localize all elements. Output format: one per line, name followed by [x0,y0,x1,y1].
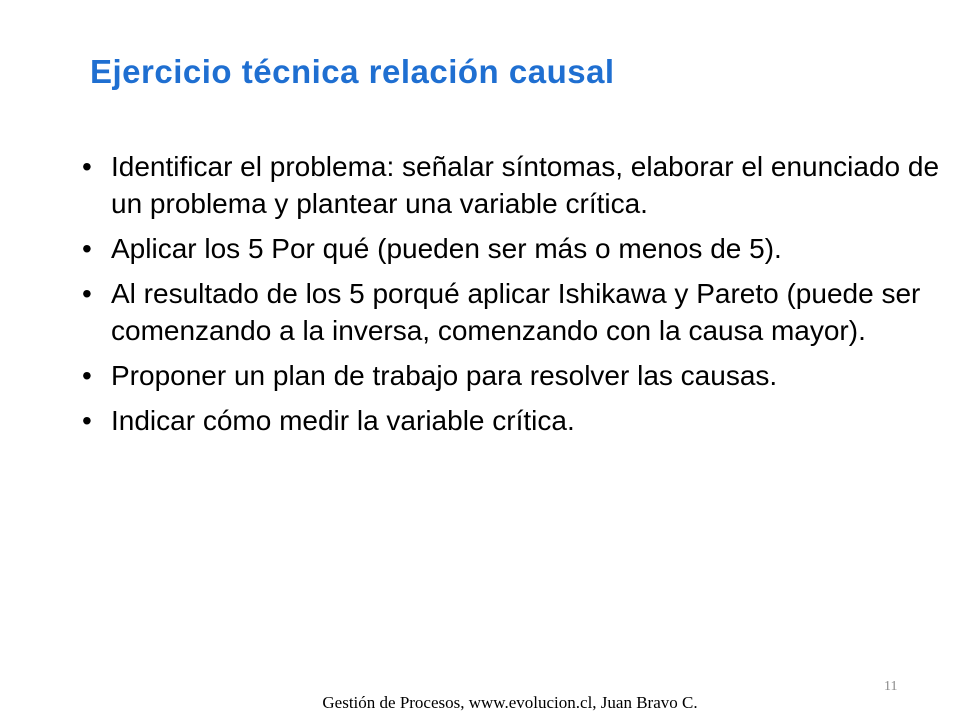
bullet-item [0,230,946,267]
footer-credit: Gestión de Procesos, www.evolucion.cl, Juan Bravo C. [322,693,698,712]
page-number: 11 [884,679,898,694]
bullet-text: Identificar el problema: señalar síntomas, elaborar el enunciado de un problema y plantear una variable crítica. [111,151,940,219]
bullet-marker: • [82,360,92,391]
bullet-text: Aplicar los 5 Por qué (pueden ser más o menos de 5). [111,233,782,264]
bullet-list [0,148,960,447]
bullet-marker: • [82,151,92,182]
bullet-marker: • [82,233,92,264]
bullet-item [0,357,946,394]
bullet-item [0,275,946,349]
bullet-text: Proponer un plan de trabajo para resolver las causas. [111,360,778,391]
bullet-marker: • [82,278,92,309]
bullet-marker: • [82,405,92,436]
bullet-item [0,402,946,439]
bullet-text: Indicar cómo medir la variable crítica. [111,405,575,436]
bullet-item [0,148,946,222]
slide-title: Ejercicio técnica relación causal [90,53,615,90]
bullet-text: Al resultado de los 5 porqué aplicar Ishikawa y Pareto (puede ser comenzando a la inversa, comenzando con la causa mayor). [111,278,921,346]
